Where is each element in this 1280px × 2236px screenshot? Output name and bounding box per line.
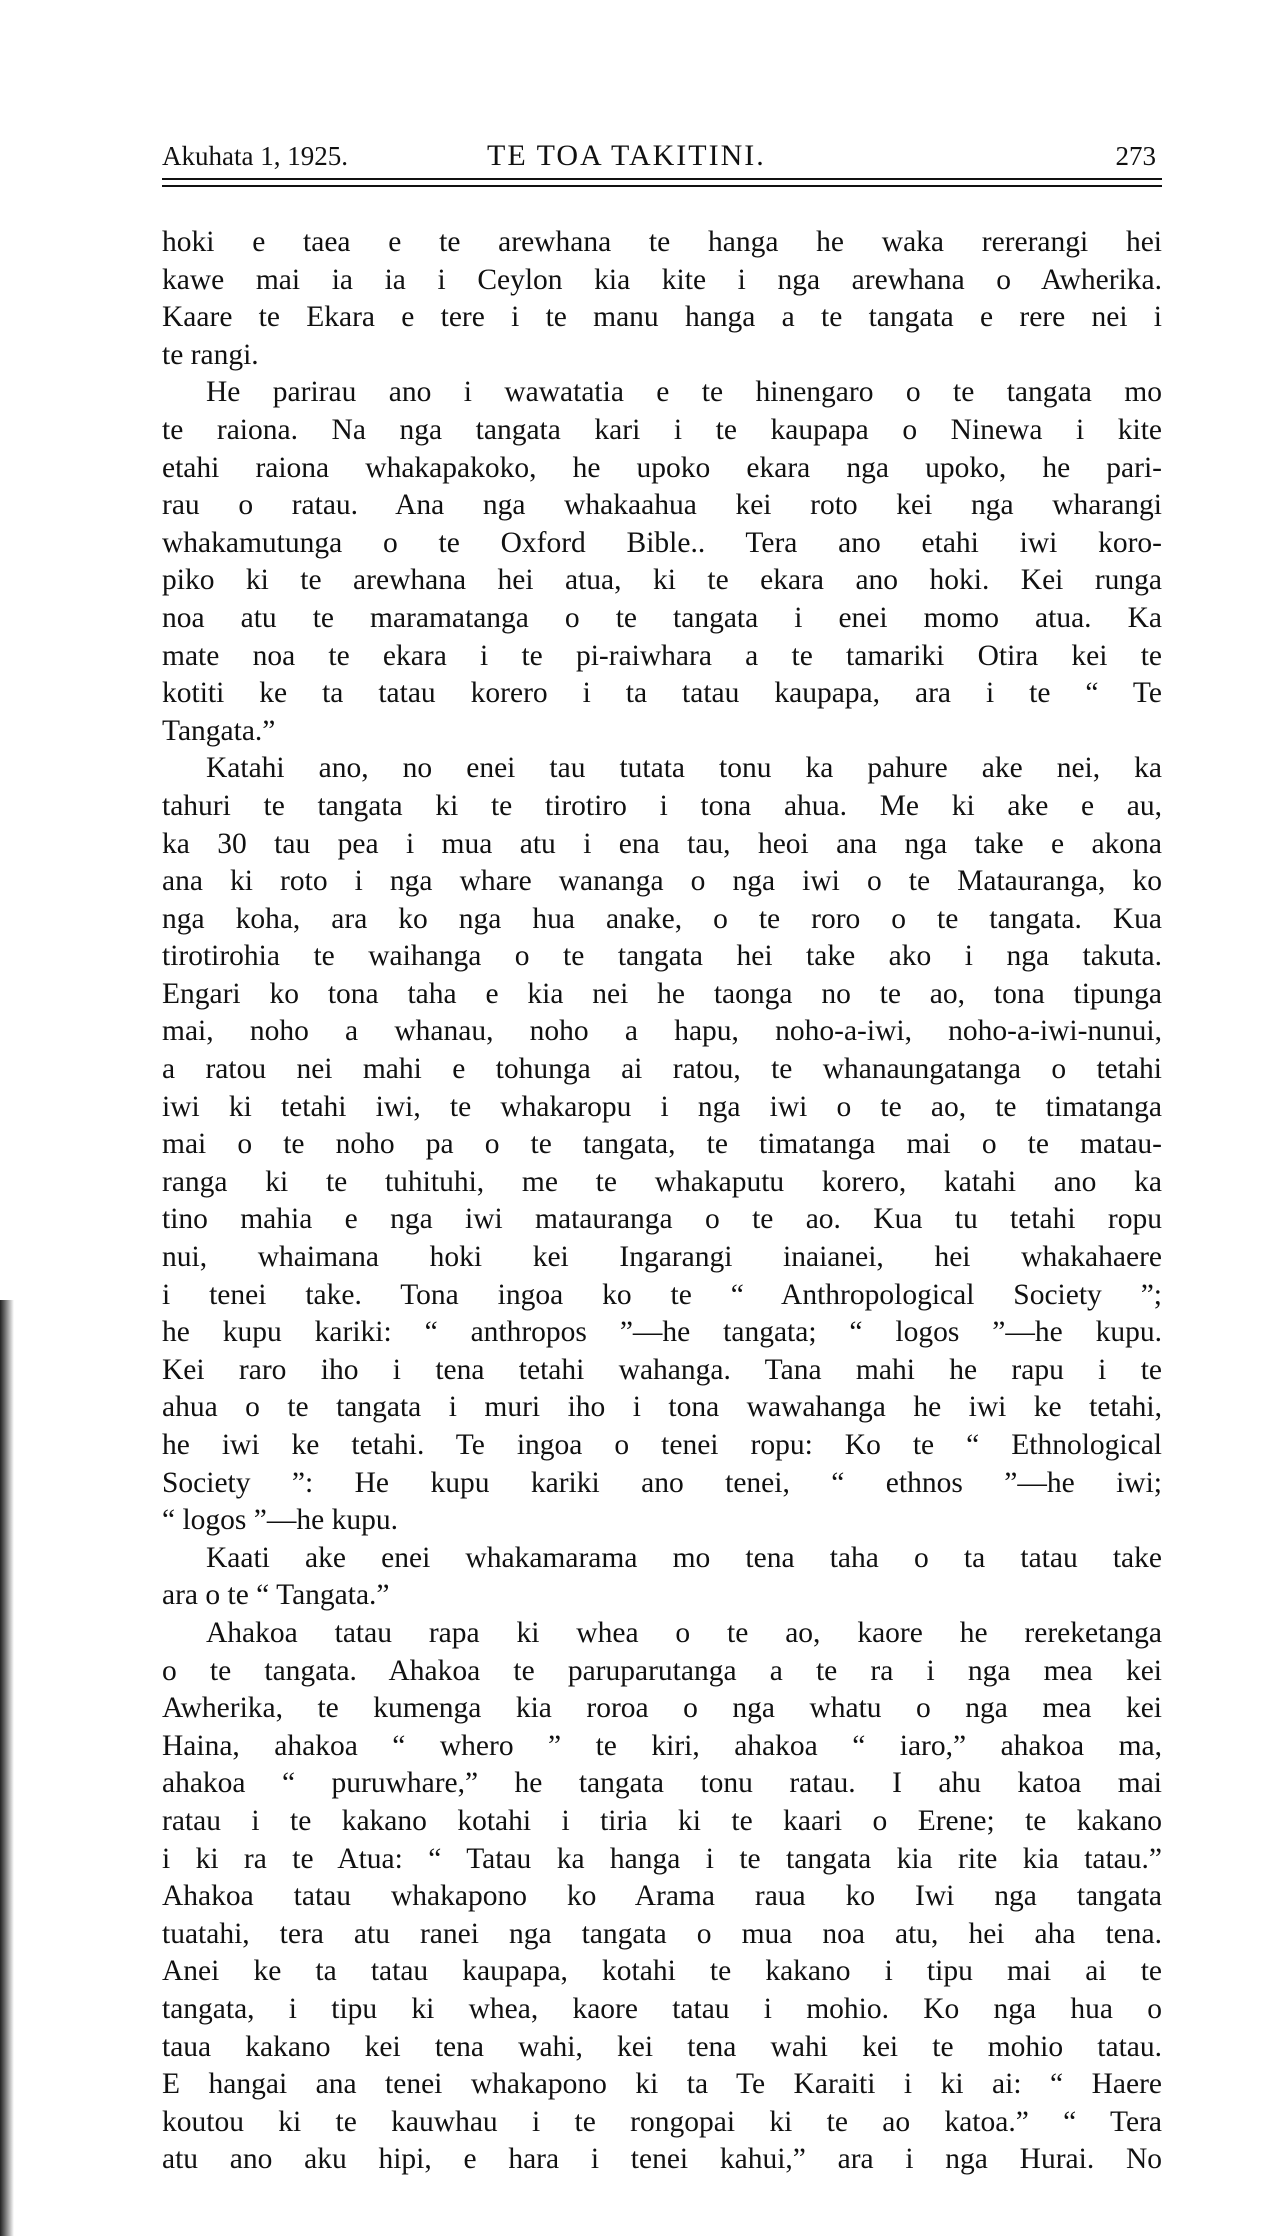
text-line: tuatahi, tera atu ranei nga tangata o mua noa atu, hei aha tena. [162,1917,1162,1950]
text-line: hoki e taea e te arewhana te hanga he waka rererangi hei [162,226,1162,258]
text-line: koutou ki te kauwhau i te rongopai ki te ao katoa.” “ Tera [162,2105,1162,2138]
text-line: Engari ko tona taha e kia nei he taonga no te ao, tona tipunga [162,977,1162,1010]
text-line: Katahi ano, no enei tau tutata tonu ka pahure ake nei, ka [206,752,1162,785]
text-line: ka 30 tau pea i mua atu i ena tau, heoi ana nga take e akona [162,827,1162,860]
text-line: Anei ke ta tatau kaupapa, kotahi te kakano i tipu mai ai te [162,1955,1162,1988]
body-text [162,224,1162,2179]
text-line: tirotirohia te waihanga o te tangata hei take ako i nga takuta. [162,940,1162,973]
text-line: a ratou nei mahi e tohunga ai ratou, te whanaungatanga o tetahi [162,1053,1162,1086]
text-line: Tangata.” [162,714,276,747]
page-number: 273 [1115,141,1156,171]
header-title: TE TOA TAKITINI. [487,139,766,172]
text-line: Ahakoa tatau rapa ki whea o te ao, kaore he rereketanga [206,1616,1162,1649]
header-date: Akuhata 1, 1925. [162,141,348,171]
text-line: nui, whaimana hoki kei Ingarangi inaianei, hei whakahaere [162,1241,1162,1274]
text-line: etahi raiona whakapakoko, he upoko ekara nga upoko, he pari- [162,451,1162,484]
running-header [162,136,1162,180]
text-line: rau o ratau. Ana nga whakaahua kei roto kei nga wharangi [162,489,1162,522]
text-line: he iwi ke tetahi. Te ingoa o tenei ropu: Ko te “ Ethnological [162,1429,1162,1461]
text-line: ahua o te tangata i muri iho i tona wawahanga he iwi ke tetahi, [162,1391,1162,1424]
text-line: piko ki te arewhana hei atua, ki te ekara ano hoki. Kei runga [162,564,1162,597]
text-line: whakamutunga o te Oxford Bible.. Tera ano etahi iwi koro- [162,526,1162,559]
text-line: atu ano aku hipi, e hara i tenei kahui,” ara i nga Hurai. No [162,2143,1162,2176]
text-line: mai o te noho pa o te tangata, te timatanga mai o te matau- [162,1128,1162,1161]
text-line: mate noa te ekara i te pi-raiwhara a te tamariki Otira kei te [162,639,1162,672]
text-line: ana ki roto i nga whare wananga o nga iwi o te Matauranga, ko [162,865,1162,898]
text-line: i ki ra te Atua: “ Tatau ka hanga i te tangata kia rite kia tatau.” [162,1842,1162,1875]
text-line: ahakoa “ puruwhare,” he tangata tonu ratau. I ahu katoa mai [162,1767,1162,1800]
header-rule-top [162,178,1162,180]
text-line: Awherika, te kumenga kia roroa o nga whatu o nga mea kei [162,1692,1162,1725]
text-line: noa atu te maramatanga o te tangata i enei momo atua. Ka [162,601,1162,634]
text-line: he kupu kariki: “ anthropos ”—he tangata; “ logos ”—he kupu. [162,1316,1162,1349]
text-line: ranga ki te tuhituhi, me te whakaputu korero, katahi ano ka [162,1165,1162,1198]
text-line: “ logos ”—he kupu. [162,1504,398,1537]
text-line: tangata, i tipu ki whea, kaore tatau i mohio. Ko nga hua o [162,1992,1162,2025]
text-line: tahuri te tangata ki te tirotiro i tona ahua. Me ki ake e au, [162,789,1162,822]
text-line: iwi ki tetahi iwi, te whakaropu i nga iwi o te ao, te timatanga [162,1090,1162,1123]
text-line: He parirau ano i wawatatia e te hinengaro o te tangata mo [206,376,1162,409]
header-rule-bottom [162,185,1162,187]
text-line: o te tangata. Ahakoa te paruparutanga a te ra i nga mea kei [162,1654,1162,1687]
text-line: Ahakoa tatau whakapono ko Arama raua ko Iwi nga tangata [162,1880,1162,1913]
text-line: ratau i te kakano kotahi i tiria ki te kaari o Erene; te kakano [162,1804,1162,1837]
text-line: taua kakano kei tena wahi, kei tena wahi kei te mohio tatau. [162,2030,1162,2063]
page-edge-shadow [0,1300,14,2236]
text-line: kawe mai ia ia i Ceylon kia kite i nga arewhana o Awherika. [162,263,1162,296]
text-line: kotiti ke ta tatau korero i ta tatau kaupapa, ara i te “ Te [162,677,1162,710]
text-line: te rangi. [162,338,259,371]
text-line: Kei raro iho i tena tetahi wahanga. Tana mahi he rapu i te [162,1353,1162,1386]
text-line: Kaati ake enei whakamarama mo tena taha o ta tatau take [206,1541,1162,1574]
text-line: Society ”: He kupu kariki ano tenei, “ ethnos ”—he iwi; [162,1466,1162,1499]
text-line: tino mahia e nga iwi matauranga o te ao. Kua tu tetahi ropu [162,1203,1162,1236]
text-line: Kaare te Ekara e tere i te manu hanga a te tangata e rere nei i [162,301,1162,334]
text-line: mai, noho a whanau, noho a hapu, noho-a-iwi, noho-a-iwi-nunui, [162,1015,1162,1048]
text-line: nga koha, ara ko nga hua anake, o te roro o te tangata. Kua [162,902,1162,935]
text-line: Haina, ahakoa “ whero ” te kiri, ahakoa “ iaro,” ahakoa ma, [162,1729,1162,1762]
text-line: te raiona. Na nga tangata kari i te kaupapa o Ninewa i kite [162,413,1162,446]
text-line: ara o te “ Tangata.” [162,1579,390,1612]
text-line: i tenei take. Tona ingoa ko te “ Anthropological Society ”; [162,1278,1162,1311]
text-line: E hangai ana tenei whakapono ki ta Te Karaiti i ki ai: “ Haere [162,2068,1162,2101]
